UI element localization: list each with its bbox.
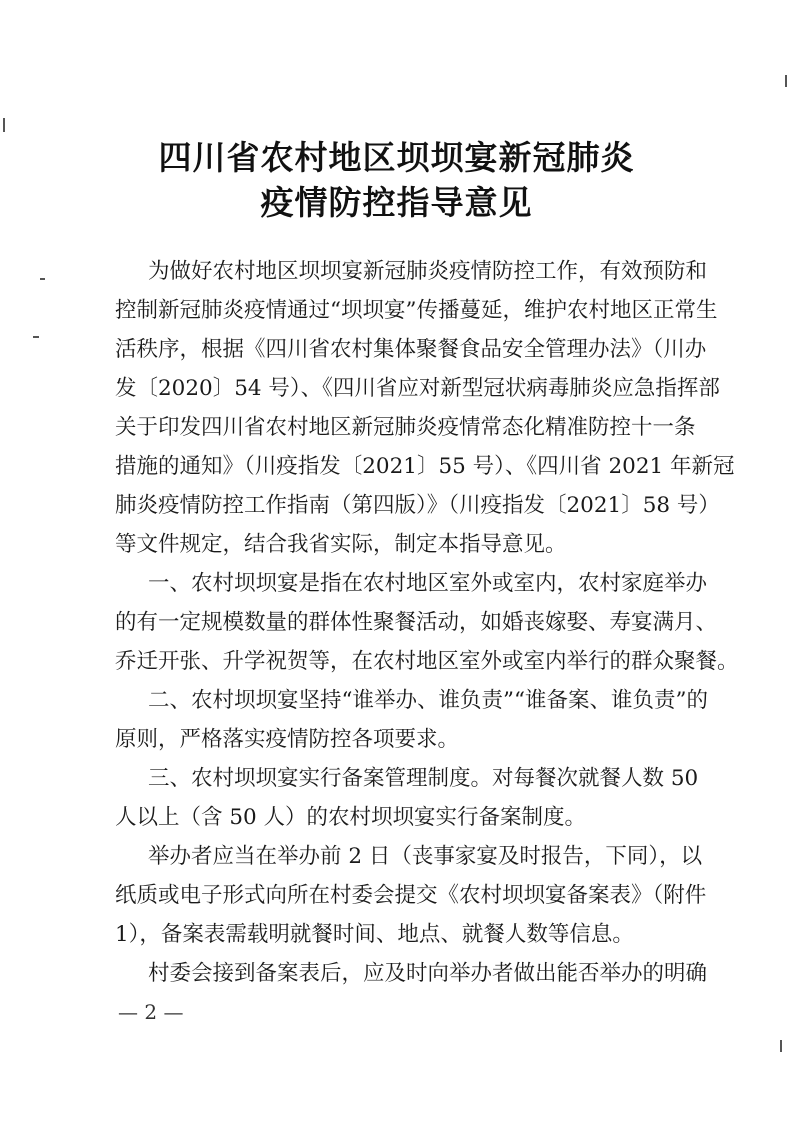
body-line: 肺炎疫情防控工作指南（第四版）》（川疫指发〔2021〕58 号） — [115, 493, 720, 518]
body-line: 关于印发四川省农村地区新冠肺炎疫情常态化精准防控十一条 — [115, 415, 696, 440]
scan-mark — [33, 336, 39, 338]
document-title-line-1: 四川省农村地区坝坝宴新冠肺炎 — [158, 138, 635, 177]
scan-mark — [3, 118, 5, 132]
body-line: 纸质或电子形式向所在村委会提交《农村坝坝宴备案表》（附件 — [115, 883, 707, 908]
body-line: 举办者应当在举办前 2 日（丧事家宴及时报告，下同），以 — [148, 844, 703, 869]
scan-mark — [780, 1040, 782, 1052]
body-line: 三、农村坝坝宴实行备案管理制度。对每餐次就餐人数 50 — [148, 766, 699, 791]
body-line: 一、农村坝坝宴是指在农村地区室外或室内，农村家庭举办 — [148, 571, 708, 596]
scan-mark — [785, 75, 787, 87]
body-line: 等文件规定，结合我省实际，制定本指导意见。 — [115, 532, 567, 557]
body-line: 原则，严格落实疫情防控各项要求。 — [115, 727, 460, 752]
body-line: 发〔2020〕54 号）、《四川省应对新型冠状病毒肺炎应急指挥部 — [115, 376, 720, 401]
body-line: 人以上（含 50 人）的农村坝坝宴实行备案制度。 — [115, 805, 587, 830]
page-number: — 2 — — [118, 1000, 184, 1024]
body-line: 为做好农村地区坝坝宴新冠肺炎疫情防控工作，有效预防和 — [148, 259, 708, 284]
body-line: 的有一定规模数量的群体性聚餐活动，如婚丧嫁娶、寿宴满月、 — [115, 610, 718, 635]
body-line: 措施的通知》（川疫指发〔2021〕55 号）、《四川省 2021 年新冠 — [115, 454, 735, 479]
body-line: 二、农村坝坝宴坚持“谁举办、谁负责”“谁备案、谁负责”的 — [148, 688, 708, 713]
body-line: 乔迁开张、升学祝贺等，在农村地区室外或室内举行的群众聚餐。 — [115, 649, 739, 674]
body-line: 活秩序，根据《四川省农村集体聚餐食品安全管理办法》（川办 — [115, 337, 707, 362]
body-line: 控制新冠肺炎疫情通过“坝坝宴”传播蔓延，维护农村地区正常生 — [115, 298, 718, 323]
body-line: 村委会接到备案表后，应及时向举办者做出能否举办的明确 — [148, 961, 708, 986]
body-line: 1），备案表需载明就餐时间、地点、就餐人数等信息。 — [115, 922, 634, 947]
scan-mark — [40, 278, 45, 280]
document-title-line-2: 疫情防控指导意见 — [260, 183, 533, 222]
